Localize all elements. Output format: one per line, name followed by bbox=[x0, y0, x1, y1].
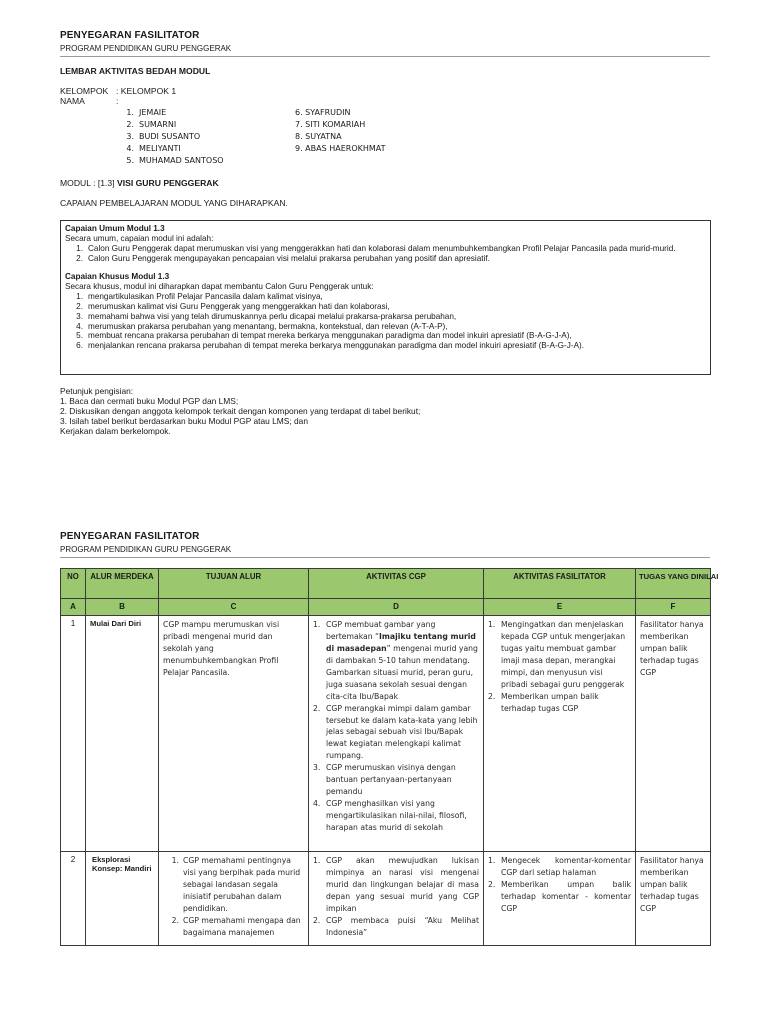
header-divider bbox=[60, 56, 710, 57]
table-row bbox=[61, 616, 711, 852]
cell-alur: Mulai Dari Diri bbox=[86, 616, 159, 852]
col-letter: B bbox=[86, 599, 159, 616]
capaian-khusus-list bbox=[69, 292, 706, 351]
modul-name: VISI GURU PENGGERAK bbox=[117, 178, 219, 188]
list-item: 6. menjalankan rencana prakarsa perubahan di tempat mereka berkarya menggunakan paradigma dan model inkuiri apresiatif (B-A-G-J-A). bbox=[76, 341, 585, 351]
col-letter: C bbox=[159, 599, 309, 616]
list-item: 3. CGP merumuskan visinya dengan bantuan pertanyaan-pertanyaan pemandu bbox=[313, 763, 456, 797]
list-item: 1. CGP akan mewujudkan lukisan mimpinya an narasi visi mengenai murid dan lingkungan belajar di masa depan yang sesuai murid yang CGP impikan bbox=[313, 856, 479, 913]
col-letter: D bbox=[309, 599, 484, 616]
member-item: 5. MUHAMAD SANTOSO bbox=[126, 156, 224, 165]
cell-alur: Eksplorasi Konsep: Mandiri bbox=[86, 852, 159, 946]
member-item: 2. SUMARNI bbox=[126, 120, 177, 129]
member-list-right bbox=[295, 108, 475, 156]
table-header-row bbox=[61, 569, 711, 599]
table-row bbox=[61, 852, 711, 946]
list-item: 2. merumuskan kalimat visi Guru Penggerak yang menggerakkan hati dan kolaborasi, bbox=[76, 301, 390, 311]
cell-no: 2 bbox=[61, 852, 86, 946]
member-item: 6. SYAFRUDIN bbox=[295, 108, 351, 117]
cell-tugas: Fasilitator hanya memberikan umpan balik terhadap tugas CGP bbox=[636, 616, 711, 852]
kelompok-value: KELOMPOK 1 bbox=[120, 86, 177, 96]
page-header-2 bbox=[60, 531, 710, 558]
header-title: PENYEGARAN FASILITATOR bbox=[60, 531, 200, 542]
capaian-umum-title: Capaian Umum Modul 1.3 bbox=[65, 224, 165, 233]
petunjuk-line: 1. Baca dan cermati buku Modul PGP dan LMS; bbox=[60, 396, 239, 406]
list-item: 5. membuat rencana prakarsa perubahan di tempat mereka berkarya menggunakan paradigma dan model inkuiri apresiatif (B-A-G-J-A), bbox=[76, 331, 572, 341]
list-item: 3. memahami bahwa visi yang telah dirumuskannya perlu dicapai melalui prakarsa-prakarsa perubahan, bbox=[76, 311, 457, 321]
header-subtitle: PROGRAM PENDIDIKAN GURU PENGGERAK bbox=[60, 44, 232, 53]
kelompok-sep: : bbox=[116, 86, 121, 96]
col-letter: A bbox=[61, 599, 86, 616]
list-item: 2. CGP memahami mengapa dan bagaimana manajemen bbox=[171, 915, 301, 937]
cell-aktivitas-fasilitator bbox=[484, 616, 636, 852]
cell-tugas: Fasilitator hanya memberikan umpan balik terhadap tugas CGP bbox=[636, 852, 711, 946]
member-item: 4. MELIYANTI bbox=[126, 144, 181, 153]
nama-label: NAMA bbox=[60, 96, 85, 106]
col-header-aktivitas-fasilitator: AKTIVITAS FASILITATOR bbox=[484, 569, 636, 599]
nama-sep: : bbox=[116, 96, 119, 106]
table-letter-row bbox=[61, 599, 711, 616]
member-item: 8. SUYATNA bbox=[295, 132, 342, 141]
cell-aktivitas-cgp bbox=[309, 852, 484, 946]
cell-aktivitas-cgp bbox=[309, 616, 484, 852]
list-item: 2. CGP merangkai mimpi dalam gambar tersebut ke dalam kata-kata yang lebih jelas sebagai sebuah visi Ibu/Bapak lewat kegiatan melengkapi kalimat rumpang. bbox=[313, 703, 478, 761]
petunjuk-section bbox=[60, 386, 710, 436]
list-item: 2. Memberikan umpan balik terhadap komentar - komentar CGP bbox=[488, 879, 631, 913]
petunjuk-line: Petunjuk pengisian: bbox=[60, 386, 134, 396]
col-header-alur: ALUR MERDEKA bbox=[86, 569, 159, 599]
header-divider bbox=[60, 557, 710, 558]
list-item: 1. mengartikulasikan Profil Pelajar Pancasila dalam kalimat visinya, bbox=[76, 292, 323, 302]
col-header-aktivitas-cgp: AKTIVITAS CGP bbox=[309, 569, 484, 599]
activity-table bbox=[60, 568, 719, 946]
col-header-tugas: TUGAS YANG DINILAI bbox=[636, 569, 711, 599]
member-item: 3. BUDI SUSANTO bbox=[126, 132, 201, 141]
list-item: 2. CGP membaca puisi “Aku Melihat Indonesia” bbox=[313, 915, 479, 937]
col-header-no: NO bbox=[61, 569, 86, 599]
list-item: 2. Calon Guru Penggerak mengupayakan pencapaian visi melalui prakarsa perubahan yang positif dan apresiatif. bbox=[76, 253, 490, 263]
list-item: 1. Calon Guru Penggerak dapat merumuskan visi yang menggerakkan hati dan kolaborasi dalam menumbuhkembangkan Profil Pelajar Pancasila pada murid-murid. bbox=[76, 243, 676, 253]
list-item: 4. merumuskan prakarsa perubahan yang menantang, bermakna, kontekstual, dan relevan (A-T-A-P), bbox=[76, 321, 448, 331]
list-item: 1. CGP membuat gambar yang bertemakan “Imajiku tentang murid di masadepan” mengenai murid yang di dambakan 5-10 tahun mendatang. Gambarkan situasi murid, peran guru, juga suasana sekolah sesuai dengan cita-cita Ibu/Bapak bbox=[313, 620, 478, 701]
cell-tujuan: CGP mampu merumuskan visi pribadi mengenai murid dan sekolah yang menumbuhkembangkan Profil Pelajar Pancasila. bbox=[159, 616, 309, 852]
member-item: 7. SITI KOMARIAH bbox=[295, 120, 366, 129]
kelompok-label: KELOMPOK bbox=[60, 86, 109, 96]
list-item: 2. Memberikan umpan balik terhadap tugas CGP bbox=[488, 691, 599, 713]
header-subtitle: PROGRAM PENDIDIKAN GURU PENGGERAK bbox=[60, 545, 232, 554]
capaian-khusus-intro: Secara khusus, modul ini diharapkan dapat membantu Calon Guru Penggerak untuk: bbox=[65, 282, 374, 292]
capaian-khusus-title: Capaian Khusus Modul 1.3 bbox=[65, 272, 170, 282]
member-item: 1. JEMAIE bbox=[126, 108, 167, 117]
list-item: 1. Mengecek komentar-komentar CGP dari setiap halaman bbox=[488, 856, 631, 877]
capaian-umum-intro: Secara umum, capaian modul ini adalah: bbox=[65, 233, 214, 243]
col-letter: E bbox=[484, 599, 636, 616]
lembar-title: LEMBAR AKTIVITAS BEDAH MODUL bbox=[60, 66, 211, 76]
col-header-tujuan: TUJUAN ALUR bbox=[159, 569, 309, 599]
group-meta bbox=[60, 86, 710, 106]
modul-prefix: MODUL : [1.3] bbox=[60, 178, 117, 188]
page-header bbox=[60, 30, 710, 57]
list-item: 1. CGP memahami pentingnya visi yang berpihak pada murid sebagai landasan segala inisiatif perubahan dalam pendidikan. bbox=[171, 856, 301, 913]
petunjuk-line: 2. Diskusikan dengan anggota kelompok terkait dengan komponen yang terdapat di tabel berikut; bbox=[60, 406, 421, 416]
list-item: 4. CGP menghasilkan visi yang mengartikulasikan nilai-nilai, filosofi, harapan atas murid di sekolah bbox=[313, 799, 467, 832]
petunjuk-line: 3. Isilah tabel berikut berdasarkan buku Modul PGP atau LMS; dan bbox=[60, 416, 308, 426]
cell-aktivitas-fasilitator bbox=[484, 852, 636, 946]
list-item: 1. Mengingatkan dan menjelaskan kepada CGP untuk mengerjakan tugas yaitu membuat gambar imaji masa depan, merangkai mimpi, dan menyusun visi pribadi sebagai guru penggerak bbox=[488, 620, 626, 689]
cell-no: 1 bbox=[61, 616, 86, 852]
modul-line bbox=[60, 178, 710, 188]
capaian-box bbox=[60, 220, 711, 375]
petunjuk-line: Kerjakan dalam berkelompok. bbox=[60, 426, 171, 436]
capaian-umum-list bbox=[69, 244, 706, 264]
member-item: 9. ABAS HAEROKHMAT bbox=[295, 144, 386, 153]
member-list-left bbox=[120, 108, 300, 168]
col-letter: F bbox=[636, 599, 711, 616]
cell-tujuan bbox=[159, 852, 309, 946]
capaian-heading: CAPAIAN PEMBELAJARAN MODUL YANG DIHARAPKAN. bbox=[60, 198, 288, 208]
header-title: PENYEGARAN FASILITATOR bbox=[60, 30, 200, 41]
